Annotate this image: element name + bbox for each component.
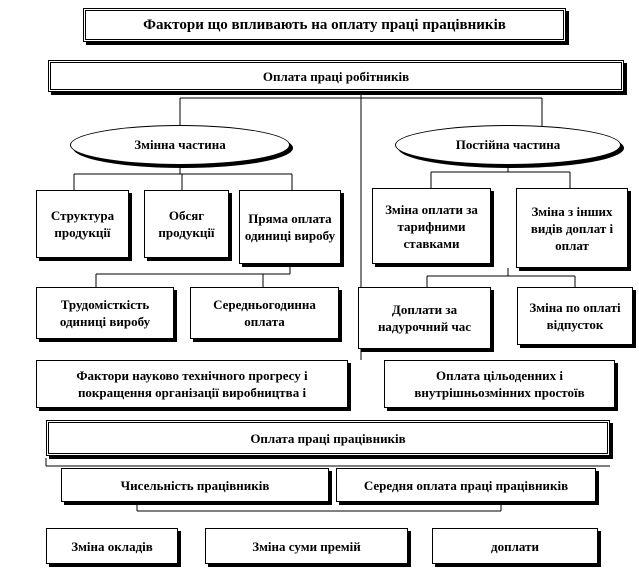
other-bonuses-change-box: Зміна з інших видів доплат і оплат — [516, 188, 628, 268]
workers-pay-box: Оплата праці робітників — [48, 60, 624, 92]
bonus-sum-change-box: Зміна суми премій — [205, 528, 408, 564]
fixed-part-oval: Постійна частина — [395, 125, 621, 165]
labor-intensity-box: Трудомісткість одиниці виробу — [36, 287, 174, 339]
production-volume-box: Обсяг продукції — [144, 190, 229, 258]
variable-part-oval: Змінна частина — [70, 125, 290, 165]
tariff-pay-change-box: Зміна оплати за тарифними ставками — [372, 188, 491, 264]
extra-pay-box: доплати — [432, 528, 598, 564]
headcount-box: Чисельність працівників — [61, 468, 329, 502]
downtime-pay-box: Оплата цільоденних і внутрішньозмінних простоїв — [384, 360, 615, 408]
overtime-pay-box: Доплати за надурочний час — [358, 287, 491, 349]
tech-progress-box: Фактори науково технічного прогресу і покращення організації виробництва і — [36, 360, 348, 408]
salary-change-box: Зміна окладів — [46, 528, 178, 564]
piece-rate-box: Пряма оплата одиниці виробу — [239, 190, 341, 264]
product-structure-box: Структура продукції — [36, 190, 129, 258]
avg-pay-box: Середня оплата праці працівників — [336, 468, 596, 502]
vacation-pay-change-box: Зміна по оплаті відпусток — [517, 287, 633, 345]
diagram-title: Фактори що впливають на оплату праці працівників — [83, 8, 566, 42]
employees-pay-box: Оплата праці працівників — [46, 420, 610, 456]
avg-hourly-pay-box: Середньогодинна оплата — [190, 287, 339, 339]
